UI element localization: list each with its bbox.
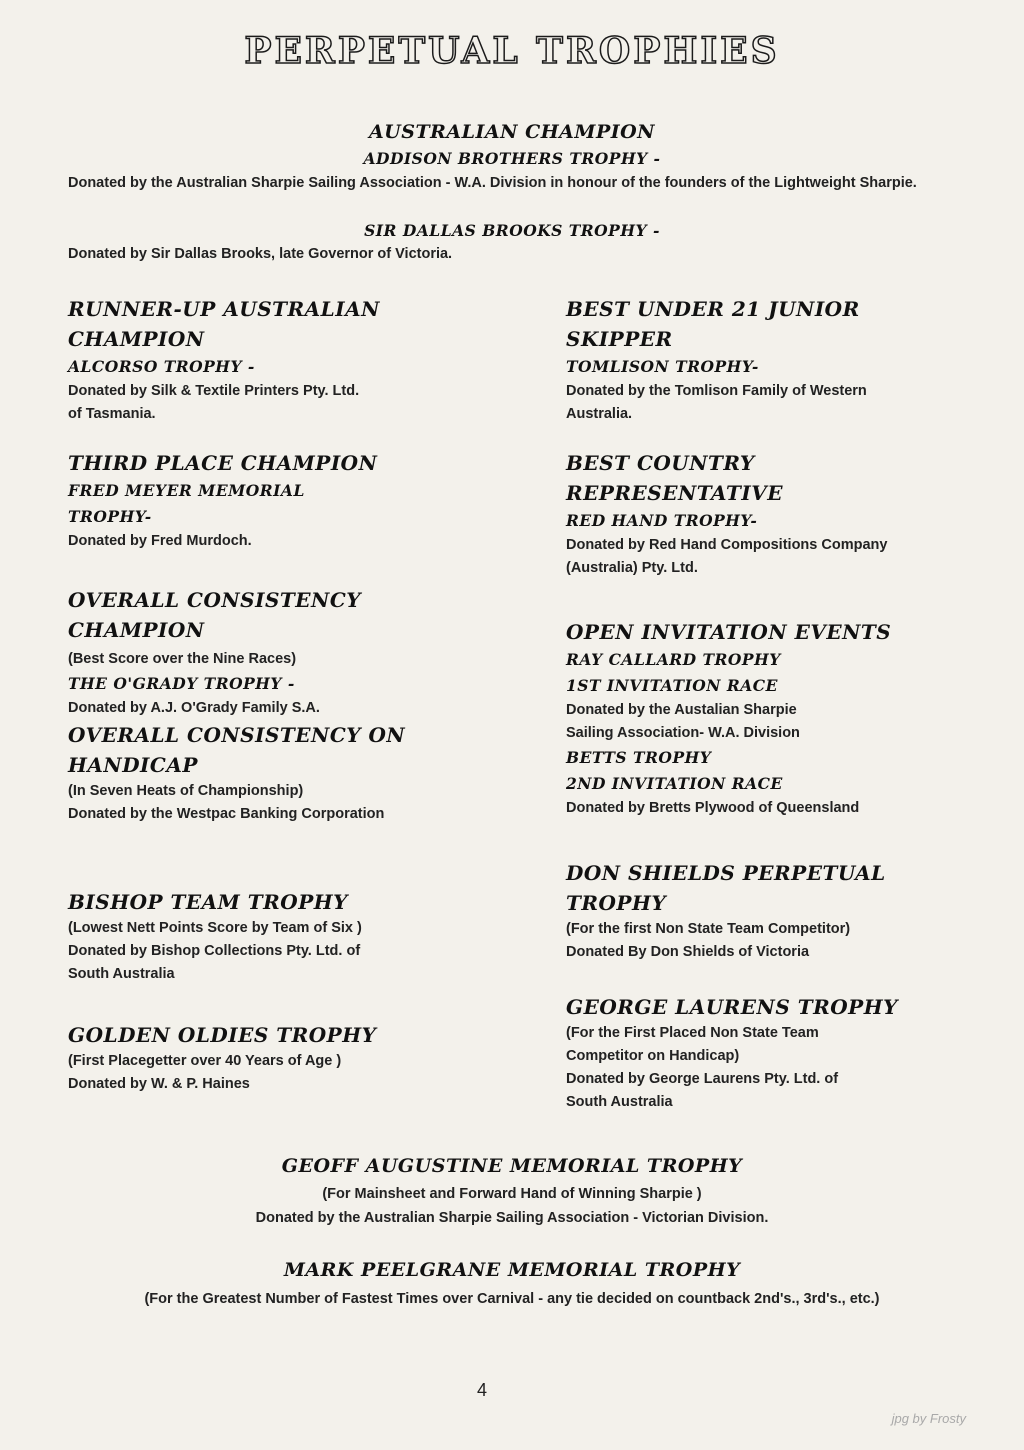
first-invitation-race: 1ST INVITATION RACE bbox=[566, 676, 778, 695]
best-under-21-heading: BEST UNDER 21 JUNIOR SKIPPER bbox=[566, 297, 860, 351]
right-george-laurens bbox=[566, 992, 966, 1114]
left-golden-oldies bbox=[68, 1020, 468, 1096]
red-hand-line-2: (Australia) Pty. Ltd. bbox=[566, 560, 698, 576]
alcorso-trophy: ALCORSO TROPHY - bbox=[68, 357, 255, 376]
geoff-augustine-line-1: (For Mainsheet and Forward Hand of Winning Sharpie ) bbox=[322, 1186, 702, 1202]
golden-oldies-line-1: (First Placegetter over 40 Years of Age ) bbox=[68, 1053, 342, 1069]
right-don-shields bbox=[566, 858, 966, 964]
sir-dallas-trophy: SIR DALLAS BROOKS TROPHY - bbox=[364, 221, 660, 240]
ray-callard-trophy: RAY CALLARD TROPHY bbox=[566, 650, 781, 669]
addison-donated: Donated by the Australian Sharpie Sailing Association - W.A. Division in honour of the founders of the Lightweight Sharpie. bbox=[68, 175, 917, 191]
ray-callard-line-1: Donated by the Austalian Sharpie bbox=[566, 702, 797, 718]
right-open-invitation bbox=[566, 617, 966, 820]
runner-up-heading: RUNNER-UP AUSTRALIAN CHAMPION bbox=[68, 297, 380, 351]
don-shields-line-2: Donated By Don Shields of Victoria bbox=[566, 944, 810, 960]
tomlison-line-1: Donated by the Tomlison Family of Western bbox=[566, 383, 867, 399]
red-hand-line-1: Donated by Red Hand Compositions Company bbox=[566, 537, 888, 553]
bishop-heading: BISHOP TEAM TROPHY bbox=[68, 890, 348, 914]
mark-peelgrane-line: (For the Greatest Number of Fastest Times over Carnival - any tie decided on countback 2nd's., 3rd's., etc.) bbox=[144, 1291, 880, 1307]
handicap-heading: OVERALL CONSISTENCY ON HANDICAP bbox=[68, 723, 406, 777]
handicap-line-2: Donated by the Westpac Banking Corporation bbox=[68, 806, 385, 822]
don-shields-line-1: (For the first Non State Team Competitor) bbox=[566, 921, 851, 937]
george-laurens-line-1: (For the First Placed Non State Team bbox=[566, 1025, 819, 1041]
george-laurens-line-2: Competitor on Handicap) bbox=[566, 1048, 740, 1064]
australian-champion-heading: AUSTRALIAN CHAMPION bbox=[368, 121, 656, 143]
betts-line: Donated by Bretts Plywood of Queensland bbox=[566, 800, 860, 816]
left-runner-up bbox=[68, 294, 468, 426]
second-invitation-race: 2ND INVITATION RACE bbox=[566, 774, 783, 793]
bishop-line-3: South Australia bbox=[68, 966, 175, 982]
george-laurens-heading: GEORGE LAURENS TROPHY bbox=[566, 995, 898, 1019]
mark-peelgrane-heading: MARK PEELGRANE MEMORIAL TROPHY bbox=[283, 1259, 741, 1281]
don-shields-heading: DON SHIELDS PERPETUAL TROPHY bbox=[566, 861, 886, 915]
golden-oldies-heading: GOLDEN OLDIES TROPHY bbox=[68, 1023, 377, 1047]
overall-consistency-note: (Best Score over the Nine Races) bbox=[68, 651, 297, 667]
third-place-heading: THIRD PLACE CHAMPION bbox=[68, 451, 378, 475]
best-country-heading: BEST COUNTRY REPRESENTATIVE bbox=[566, 451, 783, 505]
right-best-country bbox=[566, 448, 966, 580]
handicap-line-1: (In Seven Heats of Championship) bbox=[68, 783, 304, 799]
fred-meyer-line: Donated by Fred Murdoch. bbox=[68, 533, 252, 549]
right-best-under-21 bbox=[566, 294, 966, 426]
left-overall-consistency bbox=[68, 585, 468, 720]
tomlison-trophy: TOMLISON TROPHY- bbox=[566, 357, 759, 376]
golden-oldies-line-2: Donated by W. & P. Haines bbox=[68, 1076, 250, 1092]
overall-consistency-heading: OVERALL CONSISTENCY CHAMPION bbox=[68, 588, 362, 642]
bishop-line-1: (Lowest Nett Points Score by Team of Six ) bbox=[68, 920, 362, 936]
page-title: PERPETUAL TROPHIES bbox=[244, 30, 780, 72]
bishop-line-2: Donated by Bishop Collections Pty. Ltd. of bbox=[68, 943, 361, 959]
fred-meyer-trophy: FRED MEYER MEMORIAL TROPHY- bbox=[68, 481, 305, 526]
george-laurens-line-3: Donated by George Laurens Pty. Ltd. of bbox=[566, 1071, 839, 1087]
left-third-place bbox=[68, 448, 468, 553]
left-consistency-handicap bbox=[68, 720, 468, 826]
watermark: jpg by Frosty bbox=[891, 1411, 966, 1426]
ray-callard-line-2: Sailing Association- W.A. Division bbox=[566, 725, 800, 741]
geoff-augustine-heading: GEOFF AUGUSTINE MEMORIAL TROPHY bbox=[281, 1155, 743, 1177]
page-number: 4 bbox=[476, 1380, 487, 1400]
left-bishop-team bbox=[68, 887, 468, 986]
geoff-augustine-line-2: Donated by the Australian Sharpie Sailing Association - Victorian Division. bbox=[255, 1210, 769, 1226]
sir-dallas-donated: Donated by Sir Dallas Brooks, late Governor of Victoria. bbox=[68, 246, 453, 262]
red-hand-trophy: RED HAND TROPHY- bbox=[566, 511, 758, 530]
betts-trophy: BETTS TROPHY bbox=[566, 748, 712, 767]
alcorso-line-1: Donated by Silk & Textile Printers Pty. Ltd. bbox=[68, 383, 360, 399]
ogrady-line: Donated by A.J. O'Grady Family S.A. bbox=[68, 700, 320, 716]
tomlison-line-2: Australia. bbox=[566, 406, 633, 422]
alcorso-line-2: of Tasmania. bbox=[68, 406, 156, 422]
george-laurens-line-4: South Australia bbox=[566, 1094, 673, 1110]
open-invitation-heading: OPEN INVITATION EVENTS bbox=[566, 620, 892, 644]
ogrady-trophy: THE O'GRADY TROPHY - bbox=[68, 674, 295, 693]
addison-trophy: ADDISON BROTHERS TROPHY - bbox=[363, 149, 661, 168]
